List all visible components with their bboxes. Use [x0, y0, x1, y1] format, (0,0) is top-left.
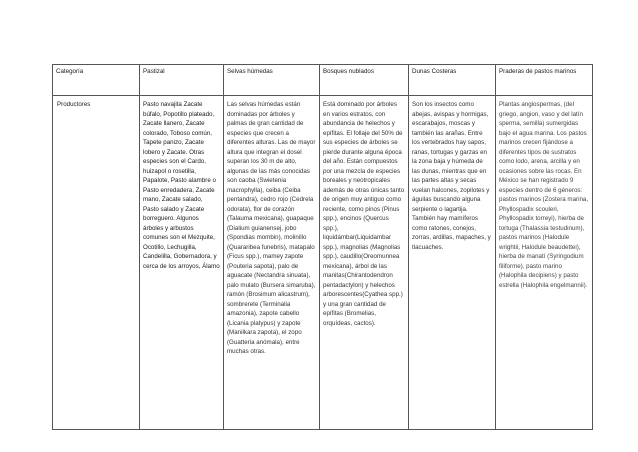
ecosystem-table — [52, 64, 593, 430]
cell-selvas-humedas: Las selvas húmedas están dominadas por árboles y palmas de gran cantidad de especies que crecen a diferentes alturas. Las de mayor altura que integran el dosel superan los 30 m de alto, algunas de las más conocidas son caoba (Swietenia macrophylla), ceiba (Ceiba pentandra), cedro rojo (Cedrela odorata), flor de corazón (Talauma mexicana), guapaque (Dialium guianensej, jobo (Spondias mombin), molinillo (Quararibea funebris), matapalo (Ficus spp.), mamey zapote (Pouteria sapota), palo de aguacate (Nectandra sinuata), palo mulato (Bursera simaruba), ramón (Brosimum alicastrum), sombrerete (Terminalia amazonia), zapote cabello (Licania platypus) y zapote (Manilkara zapota), el zopo (Guatteria anómala), entre muchas otras. — [224, 96, 320, 430]
table-row — [53, 96, 593, 430]
header-cell-praderas-pastos-marinos: Praderas de pastos marinos — [496, 65, 593, 96]
header-cell-pastizal: Pastizal — [140, 65, 224, 96]
header-cell-selvas-humedas: Selvas húmedas — [224, 65, 320, 96]
header-cell-bosques-nublados: Bosques nublados — [320, 65, 409, 96]
cell-praderas-pastos-marinos: Plantas angiospermas, (del griego, angion, vaso y del latín sperma, semilla) sumergidas bajo el agua marina. Los pastos marinos crecen fijándose a diferentes tipos de sustratos como lodo, arena, arcilla y en ocasiones sobre las rocas. En México se han registrado 9 especies dentro de 6 géneros: pastos marinos (Zostera marina, Phyllospadix scouleri, Phyllospadix torreyi), hierba de tortuga (Thalassia testudinum), pastos marinos (Halodule wrightii, Halodule beaudettei), hierba de manatí (Syringodium filiforme), pasto marino (Halophila decipiens) y pasto estrella (Halophila engelmannii). — [496, 96, 593, 430]
cell-category: Productores — [53, 96, 140, 430]
header-cell-dunas-costeras: Dunas Costeras — [409, 65, 496, 96]
cell-dunas-costeras: Son los insectos como abejas, avispas y hormigas, escarabajos, moscas y también las arañas. Entre los vertebrados hay sapos, ranas, tortugas y garzas en la zona baja y húmeda de las dunas, mientras que en las partes altas y secas vuelan halcones, zopilotes y águilas buscando alguna serpiente o lagartija. También hay mamíferos como ratones, conejos, zorras, ardillas, mapaches, y tlacuaches. — [409, 96, 496, 430]
header-row — [53, 65, 593, 96]
cell-bosques-nublados: Está dominado por árboles en varios estratos, con abundancia de helechos y epífitas. El follaje del 50% de sus especies de árboles se pierde durante alguna época del año. Están compuestos por una mezcla de especies boreales y neotropicales además de otras únicas tanto de origen muy antiguo como reciente, como pinos (Pinus spp.), encinos (Quercus spp.), liquidámbar(Liquidambar spp.), magnolias (Magnolias spp.), caudillo(Oreomunnea mexicana), árbol de las manitas(Chirantodendron pentadactylon) y helechos arborescentes(Cyathea spp.) y una gran cantidad de epífitas (Bromelias, orquídeas, cactos). — [320, 96, 409, 430]
header-cell-categoria: Categoría — [53, 65, 140, 96]
cell-pastizal: Pasto navajita Zacate búfalo, Popotillo plateado, Zacate llanero, Zacate colorado, Toboso común, Tapete panizo, Zacate lobero y Zacate. Otras especies son el Cardo, huizapol o rosetilla, Papalote, Pasto alambre o Pasto enredadera, Zacate mano, Zacate salado, Pasto salado y Zacate borreguero. Algunos árboles y arbustos comunes son el Mezquite, Ocotillo, Lechugilla, Candelilla, Gobernadora, y cerca de los arroyos, Álamo — [140, 96, 224, 430]
